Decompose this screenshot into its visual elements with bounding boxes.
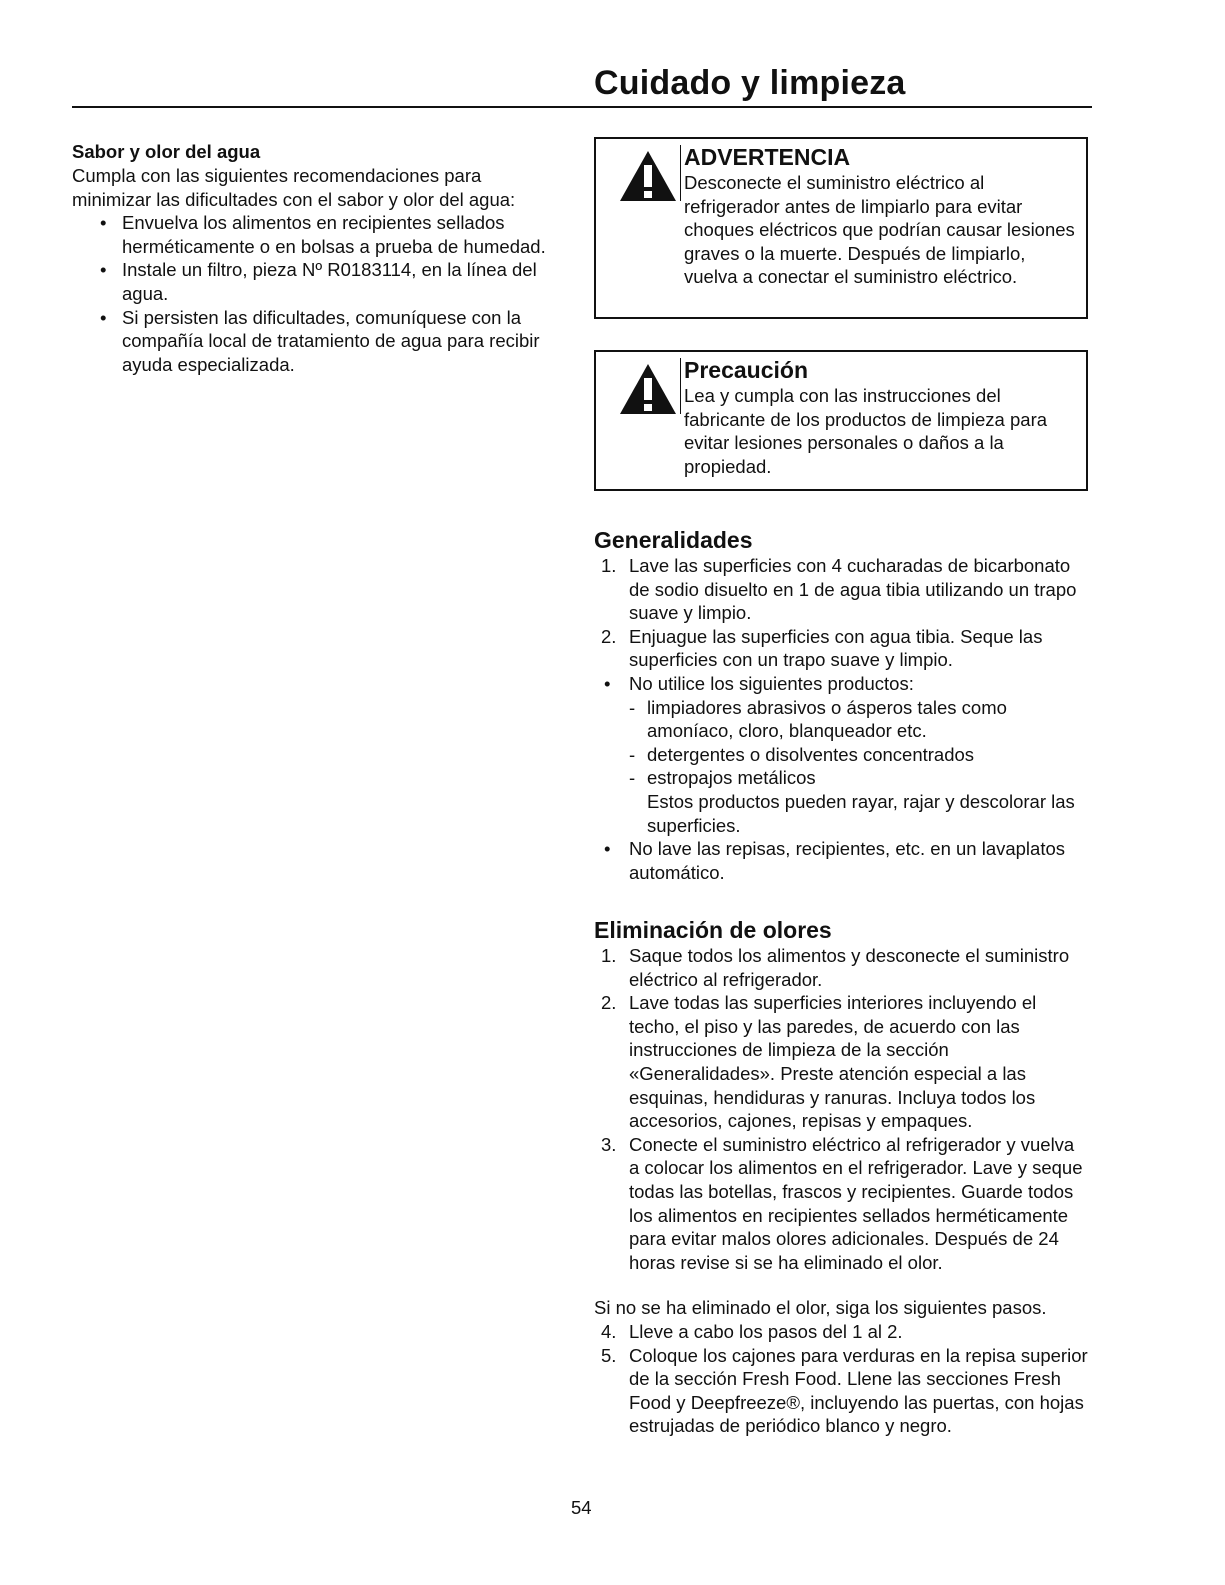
general-steps — [594, 554, 1088, 672]
odor-section — [594, 916, 1088, 1438]
general-section — [594, 526, 1088, 884]
water-taste-section — [72, 140, 562, 376]
list-item — [601, 1320, 1088, 1344]
page-title: Cuidado y limpieza — [594, 64, 906, 102]
step-text: Enjuague las superficies con agua tibia. Seque las superficies con un trapo suave y limpio. — [629, 625, 1043, 671]
dash-note: Estos productos pueden rayar, rajar y descolorar las superficies. — [647, 790, 1075, 836]
warning-body: Desconecte el suministro eléctrico al refrigerador antes de limpiarlo para evitar choques eléctricos que podrían causar lesiones graves o la muerte. Después de limpiarlo, vuelva a conectar el suministro eléctrico. — [684, 172, 1075, 288]
list-item — [601, 1133, 1088, 1275]
caution-box — [594, 350, 1088, 491]
list-item — [601, 991, 1088, 1133]
page-number: 54 — [571, 1497, 592, 1518]
odor-more-steps — [594, 1320, 1088, 1438]
odor-heading: Eliminación de olores — [594, 917, 832, 943]
step-text: Lave todas las superficies interiores incluyendo el techo, el piso y las paredes, de acuerdo con las instrucciones de limpieza de la sección «Generalidades». Preste atención especial a las esquinas, hendiduras y ranuras. Incluya todos los accesorios, cajones, repisas y empaques. — [629, 992, 1037, 1132]
caution-divider — [680, 358, 681, 414]
step-number: 5. — [601, 1344, 617, 1366]
warning-triangle-icon — [618, 149, 678, 203]
list-item: • Instale un filtro, pieza Nº R0183114, en la línea del agua. — [122, 258, 562, 305]
step-number: 1. — [601, 555, 617, 576]
general-heading: Generalidades — [594, 527, 753, 553]
list-item — [601, 554, 1088, 625]
list-item — [629, 672, 1088, 837]
warning-title: ADVERTENCIA — [684, 144, 851, 170]
water-taste-heading: Sabor y olor del agua — [72, 141, 261, 162]
list-item: • Envuelva los alimentos en recipientes sellados herméticamente o en bolsas a prueba de humedad. — [122, 211, 562, 258]
dash-item: - detergentes o disolventes concentrados — [647, 743, 1088, 767]
step-number: 1. — [601, 945, 617, 966]
dash-item: - limpiadores abrasivos o ásperos tales como amoníaco, cloro, blanqueador etc. — [647, 696, 1088, 743]
warning-triangle-icon — [618, 362, 678, 416]
step-text: Coloque los cajones para verduras en la repisa superior de la sección Fresh Food. Llene las secciones Fresh Food y Deepfreeze®, incluyendo las puertas, con hojas estrujadas de periódico blanco y negro. — [629, 1344, 1088, 1437]
caution-body: Lea y cumpla con las instrucciones del fabricante de los productos de limpieza para evitar lesiones personales o daños a la propiedad. — [684, 385, 1048, 477]
spacer — [594, 1274, 1088, 1296]
step-number: 4. — [601, 1320, 617, 1342]
odor-note: Si no se ha eliminado el olor, siga los siguientes pasos. — [594, 1297, 1047, 1319]
bullet-text: No utilice los siguientes productos: — [629, 672, 914, 694]
step-text: Lleve a cabo los pasos del 1 al 2. — [629, 1320, 903, 1342]
title-rule — [72, 106, 1092, 108]
water-taste-bullets — [72, 211, 562, 376]
step-number: 3. — [601, 1133, 617, 1155]
step-text: Conecte el suministro eléctrico al refrigerador y vuelva a colocar los alimentos en el refrigerador. Lave y seque todas las botellas, frascos y recipientes. Guarde todos los alimentos en recipientes sellados herméticamente para evitar malos olores adicionales. Después de 24 horas revise si se ha eliminado el olor. — [629, 1133, 1083, 1273]
dash-item: - estropajos metálicos — [647, 766, 1088, 790]
list-item — [601, 944, 1088, 991]
step-number: 2. — [601, 625, 617, 647]
step-text: Saque todos los alimentos y desconecte el suministro eléctrico al refrigerador. — [629, 945, 1070, 990]
step-text: Lave las superficies con 4 cucharadas de bicarbonato de sodio disuelto en 1 de agua tibia utilizando un trapo suave y limpio. — [629, 555, 1077, 624]
caution-title: Precaución — [684, 357, 808, 383]
water-taste-intro: Cumpla con las siguientes recomendaciones para minimizar las dificultades con el sabor y olor del agua: — [72, 165, 516, 210]
odor-steps — [594, 944, 1088, 1274]
list-item: • Si persisten las dificultades, comuníquese con la compañía local de tratamiento de agua para recibir ayuda especializada. — [122, 306, 562, 377]
general-bullets — [594, 672, 1088, 884]
step-number: 2. — [601, 992, 617, 1014]
warning-box — [594, 137, 1088, 319]
dash-list — [629, 696, 1088, 790]
warning-divider — [680, 145, 681, 201]
list-item — [601, 1344, 1088, 1438]
list-item — [601, 625, 1088, 672]
list-item: • No lave las repisas, recipientes, etc. en un lavaplatos automático. — [629, 837, 1088, 884]
